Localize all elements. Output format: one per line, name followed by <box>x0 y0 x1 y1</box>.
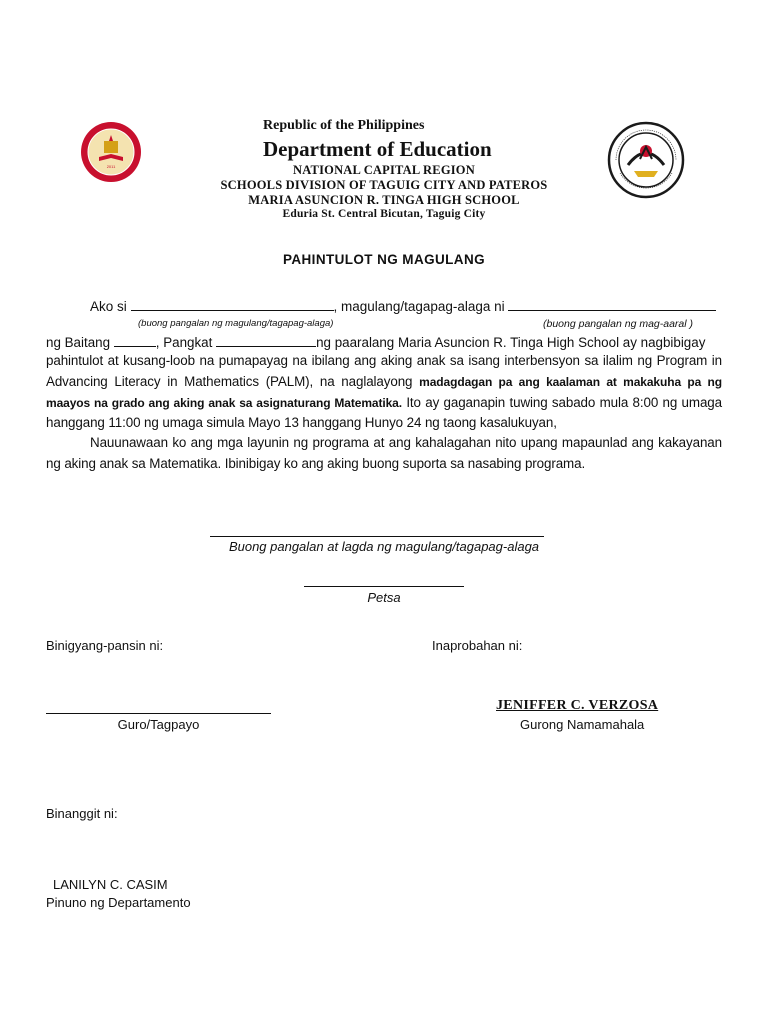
department-head-name: LANILYN C. CASIM <box>53 877 168 892</box>
consent-text: pahintulot at kusang-loob na pumapayag na ibilang ang aking anak sa isang interbensyon sa ilalim ng Program in Advancing Literacy in Mathematics (PALM), na naglalayong <box>46 353 722 389</box>
region-heading: NATIONAL CAPITAL REGION <box>293 163 475 177</box>
noted-by-label: Binigyang-pansin ni: <box>46 638 164 653</box>
consent-paragraph <box>46 351 722 434</box>
section-label: , Pangkat <box>155 335 213 350</box>
department-head-role: Pinuno ng Departamento <box>46 895 191 910</box>
document-title: PAHINTULOT NG MAGULANG <box>282 252 486 267</box>
consent-goal: madagdagan pa ang kaalaman at makakuha pa ng maayos na grado ang aking anak sa asignaturang Matematika. <box>46 374 723 410</box>
cited-by-label: Binanggit ni: <box>46 806 118 821</box>
department-heading: Department of Education <box>263 137 492 161</box>
grade-label: ng Baitang <box>46 335 111 350</box>
student-name-hint: (buong pangalan ng mag-aaral ) <box>543 318 694 330</box>
principal-role: Gurong Namamahala <box>520 717 645 732</box>
intro-prefix: Ako si <box>90 299 127 314</box>
principal-name: JENIFFER C. VERZOSA <box>496 698 659 713</box>
school-statement: ng paaralang Maria Asuncion R. Tinga High School ay nagbibigay <box>316 335 706 350</box>
intro-mid: , magulang/tagapag-alaga ni <box>333 299 505 314</box>
intro-line <box>90 298 724 314</box>
division-heading: SCHOOLS DIVISION OF TAGUIG CITY AND PATEROS <box>220 178 548 192</box>
consent-schedule: Ito ay gaganapin tuwing sabado mula 8:00 ng umaga hanggang 11:00 ng umaga simula Mayo 13 hanggang Hunyo 24 ng taong kasalukuyan, <box>46 394 722 431</box>
support-paragraph <box>46 433 722 475</box>
date-caption: Petsa <box>367 590 401 605</box>
section-blank[interactable] <box>216 334 316 347</box>
parent-signature-line[interactable] <box>210 536 544 537</box>
student-name-blank[interactable] <box>508 298 716 311</box>
date-line[interactable] <box>304 586 464 587</box>
adviser-signature-line[interactable] <box>46 713 271 714</box>
adviser-role: Guro/Tagpayo <box>117 717 200 732</box>
svg-text:2011: 2011 <box>106 164 116 169</box>
school-heading: MARIA ASUNCION R. TINGA HIGH SCHOOL <box>248 193 520 207</box>
school-address: Eduria St. Central Bicutan, Taguig City <box>282 208 486 220</box>
approved-by-label: Inaprobahan ni: <box>432 638 523 653</box>
grade-blank[interactable] <box>114 334 156 347</box>
grade-section-line <box>46 334 726 350</box>
parent-name-hint: (buong pangalan ng magulang/tagapag-alaga) <box>138 318 334 329</box>
republic-heading: Republic of the Philippines <box>263 118 425 133</box>
support-text: Nauunawaan ko ang mga layunin ng programa at ang kahalagahan nito upang mapaunlad ang kakayanan ng aking anak sa Matematika. Ibinibigay ko ang aking buong suporta sa nasabing programa. <box>46 435 722 471</box>
parent-name-blank[interactable] <box>131 298 334 311</box>
parent-signature-caption: Buong pangalan at lagda ng magulang/tagapag-alaga <box>228 539 540 554</box>
